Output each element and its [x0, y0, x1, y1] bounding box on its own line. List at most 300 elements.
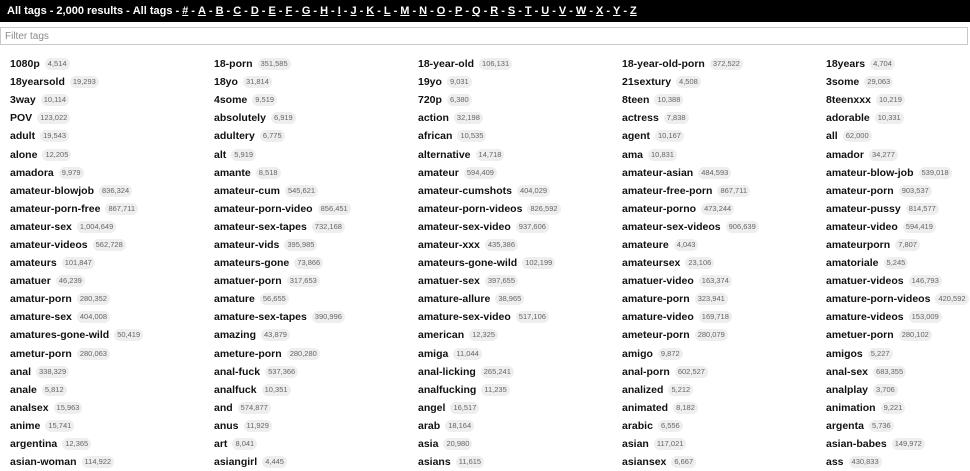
tag-name[interactable]: amazing — [214, 329, 257, 342]
tag-item[interactable] — [826, 381, 970, 399]
tag-name[interactable]: amateur-sex-video — [418, 220, 511, 233]
tag-name[interactable]: amateur-pussy — [826, 202, 901, 215]
letter-link[interactable]: L — [383, 5, 391, 17]
tag-name[interactable]: amante — [214, 166, 251, 179]
tag-name[interactable]: anal-porn — [622, 365, 670, 378]
tag-name[interactable]: asian — [622, 438, 649, 451]
tag-name[interactable]: ama — [622, 148, 644, 161]
tag-count-badge: 11,044 — [453, 348, 481, 360]
tag-item[interactable] — [418, 417, 622, 435]
tag-count-badge: 29,063 — [864, 76, 893, 88]
tag-count-badge: 390,996 — [312, 311, 345, 323]
tag-item[interactable] — [10, 290, 214, 308]
tag-name[interactable]: all — [826, 130, 838, 143]
tag-name[interactable]: amateur-video — [826, 220, 898, 233]
tag-name[interactable]: amatur-porn — [10, 293, 72, 306]
tag-name[interactable]: ass — [826, 456, 844, 469]
letter-link[interactable]: Z — [630, 5, 637, 17]
tag-item[interactable] — [826, 290, 970, 308]
tag-item[interactable] — [826, 236, 970, 254]
tag-name[interactable]: alone — [10, 148, 38, 161]
tag-item[interactable] — [826, 164, 970, 182]
letter-link[interactable]: H — [320, 5, 329, 17]
tag-item[interactable] — [10, 200, 214, 218]
tag-count-badge: 280,102 — [899, 329, 932, 341]
tag-count-badge: 4,514 — [45, 58, 70, 70]
tag-name[interactable]: amateur-cum — [214, 184, 280, 197]
letter-link[interactable]: X — [595, 5, 604, 17]
tag-item[interactable] — [826, 127, 970, 145]
tag-item[interactable] — [214, 73, 418, 91]
tag-item[interactable] — [214, 109, 418, 127]
tag-item[interactable] — [10, 55, 214, 73]
tag-item[interactable] — [10, 218, 214, 236]
tag-item[interactable] — [826, 345, 970, 363]
tag-name[interactable]: ametuer-porn — [826, 329, 894, 342]
tag-name[interactable]: 18-year-old — [418, 58, 475, 71]
letter-link[interactable]: F — [285, 5, 293, 17]
tag-item[interactable] — [10, 308, 214, 326]
letter-separator: - — [393, 5, 398, 17]
tag-item[interactable] — [10, 453, 214, 471]
tag-name[interactable]: adorable — [826, 112, 870, 125]
tag-item[interactable] — [214, 435, 418, 453]
tag-name[interactable]: amateur-vids — [214, 238, 280, 251]
tag-count-badge: 149,972 — [892, 438, 925, 450]
tag-name[interactable]: asians — [418, 456, 451, 469]
tag-count-badge: 38,965 — [495, 293, 524, 305]
tag-item[interactable] — [418, 290, 622, 308]
tag-name[interactable]: animation — [826, 401, 876, 414]
tag-name[interactable]: amateur-porn-video — [214, 202, 313, 215]
tag-name[interactable]: ametur-porn — [10, 347, 72, 360]
tag-item[interactable] — [622, 399, 826, 417]
tag-name[interactable]: anal-licking — [418, 365, 476, 378]
tag-item[interactable] — [622, 91, 826, 109]
letter-link[interactable]: C — [233, 5, 242, 17]
tag-item[interactable] — [418, 127, 622, 145]
tag-name[interactable]: anus — [214, 419, 239, 432]
tag-item[interactable] — [622, 345, 826, 363]
tag-item[interactable] — [826, 200, 970, 218]
tag-name[interactable]: amateur-free-porn — [622, 184, 713, 197]
tag-name[interactable]: amateur-sex-videos — [622, 220, 721, 233]
tag-name[interactable]: 1080p — [10, 58, 40, 71]
tag-item[interactable] — [214, 218, 418, 236]
tag-item[interactable] — [214, 55, 418, 73]
tag-name[interactable]: amatuer — [10, 275, 51, 288]
tag-count-badge: 10,388 — [654, 94, 683, 106]
letter-link[interactable]: T — [524, 5, 532, 17]
tag-item[interactable] — [418, 399, 622, 417]
tag-count-badge: 6,380 — [447, 94, 472, 106]
tag-item[interactable] — [826, 272, 970, 290]
tag-item[interactable] — [826, 109, 970, 127]
tag-name[interactable]: 18years — [826, 58, 866, 71]
tag-name[interactable]: amature-videos — [826, 311, 904, 324]
letter-link[interactable]: E — [268, 5, 276, 17]
tag-item[interactable] — [622, 272, 826, 290]
tag-item[interactable] — [10, 381, 214, 399]
tag-name[interactable]: anime — [10, 419, 41, 432]
letter-link[interactable]: M — [400, 5, 410, 17]
tag-item[interactable] — [622, 326, 826, 344]
tag-name[interactable]: amiga — [418, 347, 449, 360]
tag-item[interactable] — [418, 164, 622, 182]
tag-count-badge: 10,219 — [876, 94, 905, 106]
tag-name[interactable]: POV — [10, 112, 33, 125]
tag-count-badge: 7,807 — [895, 239, 920, 251]
tag-item[interactable] — [418, 326, 622, 344]
tag-name[interactable]: amateurs-gone — [214, 257, 290, 270]
tag-item[interactable] — [418, 272, 622, 290]
tag-name[interactable]: ameteur-porn — [622, 329, 690, 342]
tag-count-badge: 6,775 — [260, 130, 285, 142]
tag-item[interactable] — [622, 145, 826, 163]
letter-link[interactable]: G — [301, 5, 311, 17]
tag-item[interactable] — [418, 345, 622, 363]
tag-item[interactable] — [826, 218, 970, 236]
letter-separator: - — [359, 5, 364, 17]
tag-name[interactable]: asia — [418, 438, 439, 451]
letter-link[interactable]: J — [350, 5, 357, 17]
tag-name[interactable]: amateure — [622, 238, 669, 251]
tag-item[interactable] — [622, 417, 826, 435]
tag-name[interactable]: asian-babes — [826, 438, 887, 451]
tag-name[interactable]: amatoriale — [826, 257, 879, 270]
tag-name[interactable]: amigos — [826, 347, 863, 360]
tag-name[interactable]: agent — [622, 130, 651, 143]
tag-name[interactable]: amatuer-videos — [826, 275, 904, 288]
tag-name[interactable]: arab — [418, 419, 441, 432]
tag-name[interactable]: amateur-blowjob — [10, 184, 95, 197]
tag-count-badge: 11,929 — [244, 420, 272, 432]
tag-item[interactable] — [826, 453, 970, 471]
tag-count-badge: 146,793 — [909, 275, 942, 287]
tag-item[interactable] — [10, 345, 214, 363]
tag-count-badge: 484,593 — [698, 167, 731, 179]
tag-item[interactable] — [418, 200, 622, 218]
tag-item[interactable] — [214, 127, 418, 145]
tag-name[interactable]: amateurs — [10, 257, 57, 270]
letter-link[interactable]: P — [454, 5, 463, 17]
tag-item[interactable] — [826, 326, 970, 344]
tag-name[interactable]: amature — [214, 293, 255, 306]
letter-separator: - — [278, 5, 283, 17]
tag-count-badge: 404,008 — [77, 311, 110, 323]
tag-item[interactable] — [418, 73, 622, 91]
tag-count-badge: 4,445 — [262, 456, 287, 468]
tag-item[interactable] — [214, 345, 418, 363]
tag-item[interactable] — [214, 381, 418, 399]
tag-count-badge: 106,131 — [479, 58, 512, 70]
tag-name[interactable]: amateurs-gone-wild — [418, 257, 518, 270]
letter-separator: - — [589, 5, 593, 17]
letter-link[interactable]: S — [507, 5, 516, 17]
tag-item[interactable] — [418, 254, 622, 272]
tag-name[interactable]: and — [214, 401, 233, 414]
letter-link[interactable]: A — [197, 5, 206, 17]
tag-name[interactable]: amateur — [418, 166, 459, 179]
tag-name[interactable]: amatuer-video — [622, 275, 694, 288]
tag-item[interactable] — [214, 290, 418, 308]
tag-item[interactable] — [826, 254, 970, 272]
letter-link[interactable]: V — [558, 5, 567, 17]
tag-name[interactable]: african — [418, 130, 453, 143]
tag-count-badge: 73,866 — [294, 257, 323, 269]
tag-item[interactable] — [418, 453, 622, 471]
tag-item[interactable] — [214, 417, 418, 435]
tag-item[interactable] — [826, 91, 970, 109]
tag-item[interactable] — [10, 272, 214, 290]
tag-item[interactable] — [418, 55, 622, 73]
tag-name[interactable]: amature-allure — [418, 293, 491, 306]
tag-count-badge: 153,009 — [909, 311, 942, 323]
tag-name[interactable]: 720p — [418, 94, 442, 107]
letter-separator: - — [501, 5, 505, 17]
tag-item[interactable] — [10, 417, 214, 435]
tag-item[interactable] — [622, 127, 826, 145]
tag-item[interactable] — [10, 91, 214, 109]
tag-name[interactable]: analfuck — [214, 383, 257, 396]
tag-name[interactable]: amature-sex-video — [418, 311, 511, 324]
letter-link[interactable]: N — [419, 5, 428, 17]
letter-link[interactable]: # — [182, 5, 189, 17]
tag-name[interactable]: anal-fuck — [214, 365, 261, 378]
letter-link[interactable]: I — [337, 5, 341, 17]
tag-item[interactable] — [10, 399, 214, 417]
tag-name[interactable]: 18yearsold — [10, 76, 65, 89]
letter-link[interactable]: Y — [613, 5, 621, 17]
tag-count-badge: 7,838 — [664, 112, 689, 124]
tag-name[interactable]: absolutely — [214, 112, 266, 125]
tag-count-badge: 117,021 — [654, 438, 687, 450]
tag-item[interactable] — [622, 200, 826, 218]
tag-name[interactable]: amateur-blow-job — [826, 166, 914, 179]
tag-count-badge: 18,164 — [445, 420, 474, 432]
tag-count-badge: 280,063 — [77, 348, 110, 360]
tag-name[interactable]: asiansex — [622, 456, 667, 469]
tag-item[interactable] — [10, 182, 214, 200]
tag-name[interactable]: amatures-gone-wild — [10, 329, 110, 342]
tag-item[interactable] — [826, 417, 970, 435]
tag-item[interactable] — [622, 381, 826, 399]
tag-name[interactable]: alt — [214, 148, 227, 161]
tag-item[interactable] — [622, 290, 826, 308]
tag-item[interactable] — [418, 91, 622, 109]
tag-item[interactable] — [622, 254, 826, 272]
tag-item[interactable] — [214, 91, 418, 109]
tag-item[interactable] — [214, 272, 418, 290]
tag-item[interactable] — [10, 109, 214, 127]
tag-name[interactable]: anale — [10, 383, 37, 396]
tag-name[interactable]: amateurporn — [826, 238, 891, 251]
tag-item[interactable] — [622, 453, 826, 471]
tag-name[interactable]: adultery — [214, 130, 255, 143]
tag-item[interactable] — [418, 236, 622, 254]
letter-link[interactable]: B — [215, 5, 224, 17]
tag-name[interactable]: amature-porn-videos — [826, 293, 931, 306]
tag-name[interactable]: action — [418, 112, 449, 125]
tag-count-badge: 594,419 — [903, 221, 936, 233]
tag-count-badge: 15,741 — [45, 420, 74, 432]
tag-item[interactable] — [826, 145, 970, 163]
tag-name[interactable]: amature-sex — [10, 311, 72, 324]
tag-name[interactable]: amature-porn — [622, 293, 690, 306]
tag-item[interactable] — [10, 363, 214, 381]
tag-item[interactable] — [826, 399, 970, 417]
letter-link[interactable]: Q — [472, 5, 481, 17]
tag-count-badge: 683,355 — [873, 366, 906, 378]
tag-item[interactable] — [622, 435, 826, 453]
tag-name[interactable]: anal-sex — [826, 365, 869, 378]
tag-item[interactable] — [214, 236, 418, 254]
tag-name[interactable]: amateursex — [622, 257, 681, 270]
tag-name[interactable]: amateur-porn-free — [10, 202, 101, 215]
letter-link[interactable]: K — [366, 5, 375, 17]
tag-item[interactable] — [622, 182, 826, 200]
letter-separator: - — [261, 5, 266, 17]
tag-name[interactable]: amateur-porno — [622, 202, 697, 215]
letter-separator: - — [191, 5, 195, 17]
tag-name[interactable]: amatuer-sex — [418, 275, 480, 288]
tag-item[interactable] — [10, 145, 214, 163]
tag-item[interactable] — [10, 164, 214, 182]
tag-name[interactable]: asian-woman — [10, 456, 77, 469]
tag-item[interactable] — [418, 435, 622, 453]
tag-name[interactable]: analfucking — [418, 383, 477, 396]
tag-item[interactable] — [10, 127, 214, 145]
letter-link[interactable]: D — [250, 5, 259, 17]
tag-name[interactable]: ameture-porn — [214, 347, 282, 360]
tag-item[interactable] — [418, 145, 622, 163]
tag-item[interactable] — [214, 308, 418, 326]
tag-name[interactable]: 3way — [10, 94, 36, 107]
tag-item[interactable] — [622, 73, 826, 91]
tag-name[interactable]: argenta — [826, 419, 864, 432]
tag-item[interactable] — [622, 363, 826, 381]
tag-name[interactable]: argentina — [10, 438, 58, 451]
tag-item[interactable] — [622, 109, 826, 127]
tag-name[interactable]: amateur-porn — [826, 184, 894, 197]
tag-item[interactable] — [418, 363, 622, 381]
tag-name[interactable]: 3some — [826, 76, 860, 89]
tag-item[interactable] — [622, 164, 826, 182]
tag-name[interactable]: 19yo — [418, 76, 442, 89]
tag-item[interactable] — [10, 435, 214, 453]
tag-name[interactable]: analsex — [10, 401, 49, 414]
tag-name[interactable]: analplay — [826, 383, 869, 396]
tag-item[interactable] — [418, 109, 622, 127]
tag-name[interactable]: amateur-porn-videos — [418, 202, 523, 215]
tag-name[interactable]: analized — [622, 383, 664, 396]
tag-item[interactable] — [418, 308, 622, 326]
tag-name[interactable]: amateur-asian — [622, 166, 694, 179]
tag-item[interactable] — [826, 435, 970, 453]
tag-name[interactable]: 18-year-old-porn — [622, 58, 705, 71]
tag-count-badge: 16,517 — [450, 402, 479, 414]
tag-item[interactable] — [622, 218, 826, 236]
tag-name[interactable]: amadora — [10, 166, 54, 179]
tag-count-badge: 280,079 — [695, 329, 728, 341]
tag-count-badge: 6,556 — [658, 420, 683, 432]
tag-name[interactable]: amateur-xxx — [418, 238, 480, 251]
tag-item[interactable] — [418, 381, 622, 399]
tag-name[interactable]: amateur-cumshots — [418, 184, 512, 197]
letter-link[interactable]: R — [490, 5, 499, 17]
tag-item[interactable] — [214, 182, 418, 200]
tag-item[interactable] — [826, 73, 970, 91]
letter-link[interactable]: U — [541, 5, 550, 17]
letter-link[interactable]: O — [436, 5, 446, 17]
tag-name[interactable]: amatuer-porn — [214, 275, 282, 288]
tag-item[interactable] — [214, 399, 418, 417]
tag-name[interactable]: 4some — [214, 94, 248, 107]
tag-count-badge: 836,324 — [99, 185, 132, 197]
tag-name[interactable]: arabic — [622, 419, 653, 432]
tag-name[interactable]: 8teen — [622, 94, 650, 107]
tag-item[interactable] — [826, 182, 970, 200]
tag-item[interactable] — [10, 73, 214, 91]
tag-name[interactable]: anal — [10, 365, 32, 378]
tag-item[interactable] — [10, 236, 214, 254]
tag-name[interactable]: animated — [622, 401, 669, 414]
tag-item[interactable] — [10, 254, 214, 272]
tag-name[interactable]: amateur-videos — [10, 238, 88, 251]
tag-name[interactable]: 18yo — [214, 76, 238, 89]
tag-name[interactable]: amateur-sex-tapes — [214, 220, 307, 233]
tag-item[interactable] — [214, 363, 418, 381]
tag-name[interactable]: actress — [622, 112, 659, 125]
tag-name[interactable]: amateur-sex — [10, 220, 72, 233]
tag-item[interactable] — [826, 363, 970, 381]
tag-name[interactable]: alternative — [418, 148, 471, 161]
tag-item[interactable] — [214, 254, 418, 272]
tag-count-badge: 50,419 — [114, 329, 143, 341]
tag-name[interactable]: angel — [418, 401, 446, 414]
tag-item[interactable] — [418, 218, 622, 236]
tag-item[interactable] — [214, 164, 418, 182]
tag-item[interactable] — [826, 308, 970, 326]
tag-item[interactable] — [826, 55, 970, 73]
tag-name[interactable]: 18-porn — [214, 58, 253, 71]
tag-item[interactable] — [622, 308, 826, 326]
tag-name[interactable]: 8teenxxx — [826, 94, 871, 107]
filter-tags-input[interactable] — [0, 27, 968, 45]
tag-name[interactable]: adult — [10, 130, 36, 143]
tag-item[interactable] — [622, 55, 826, 73]
tag-item[interactable] — [214, 145, 418, 163]
tag-name[interactable]: art — [214, 438, 228, 451]
tag-name[interactable]: american — [418, 329, 465, 342]
tag-name[interactable]: asiangirl — [214, 456, 258, 469]
tag-name[interactable]: amature-sex-tapes — [214, 311, 307, 324]
tag-item[interactable] — [622, 236, 826, 254]
letter-separator: - — [244, 5, 248, 17]
tag-item[interactable] — [214, 200, 418, 218]
tag-name[interactable]: 21sextury — [622, 76, 672, 89]
letter-link[interactable]: W — [575, 5, 587, 17]
tag-count-badge: 867,711 — [105, 203, 138, 215]
tag-name[interactable]: amature-video — [622, 311, 694, 324]
tag-item[interactable] — [214, 453, 418, 471]
tag-name[interactable]: amigo — [622, 347, 653, 360]
tag-item[interactable] — [214, 326, 418, 344]
tag-name[interactable]: amador — [826, 148, 864, 161]
tag-count-badge: 5,227 — [868, 348, 893, 360]
tag-item[interactable] — [418, 182, 622, 200]
tag-item[interactable] — [10, 326, 214, 344]
